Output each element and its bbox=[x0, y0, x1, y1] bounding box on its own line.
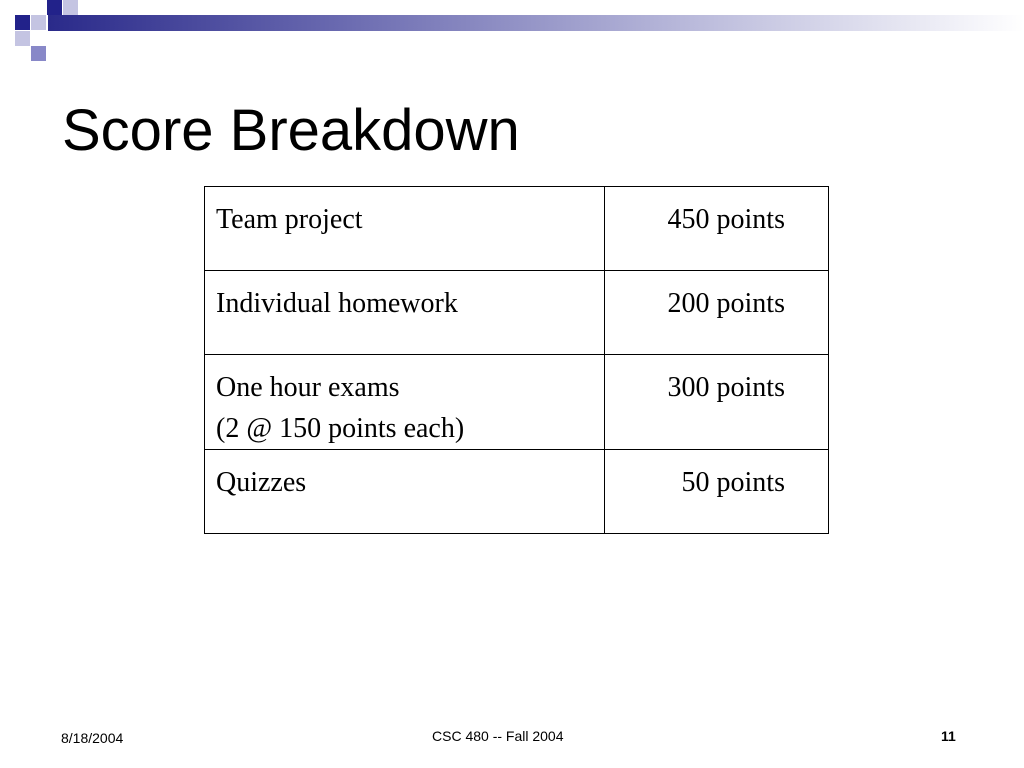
points-cell: 200 points bbox=[604, 271, 828, 355]
item-label: One hour exams bbox=[216, 372, 400, 403]
header-square bbox=[15, 31, 30, 46]
points-cell: 450 points bbox=[604, 187, 828, 271]
points-cell: 300 points bbox=[604, 355, 828, 450]
item-cell bbox=[205, 355, 605, 450]
item-detail: (2 @ 150 points each) bbox=[216, 413, 465, 444]
item-cell bbox=[205, 271, 605, 355]
footer-course: CSC 480 -- Fall 2004 bbox=[432, 728, 564, 744]
item-label: Team project bbox=[216, 204, 363, 235]
item-cell bbox=[205, 187, 605, 271]
footer-page-number: 11 bbox=[941, 728, 956, 744]
score-breakdown-table bbox=[204, 186, 829, 534]
header-gradient-bar bbox=[48, 15, 1024, 31]
slide-title: Score Breakdown bbox=[62, 98, 520, 163]
item-label: Quizzes bbox=[216, 467, 307, 498]
table-row bbox=[205, 355, 829, 450]
footer-date: 8/18/2004 bbox=[61, 730, 124, 746]
header-square bbox=[63, 0, 78, 15]
table-row bbox=[205, 450, 829, 534]
item-cell bbox=[205, 450, 605, 534]
table-row bbox=[205, 271, 829, 355]
header-square bbox=[15, 15, 30, 30]
item-label: Individual homework bbox=[216, 288, 458, 319]
table-row bbox=[205, 187, 829, 271]
header-square bbox=[47, 0, 62, 15]
points-cell: 50 points bbox=[604, 450, 828, 534]
header-square bbox=[31, 15, 46, 30]
header-square bbox=[31, 46, 46, 61]
